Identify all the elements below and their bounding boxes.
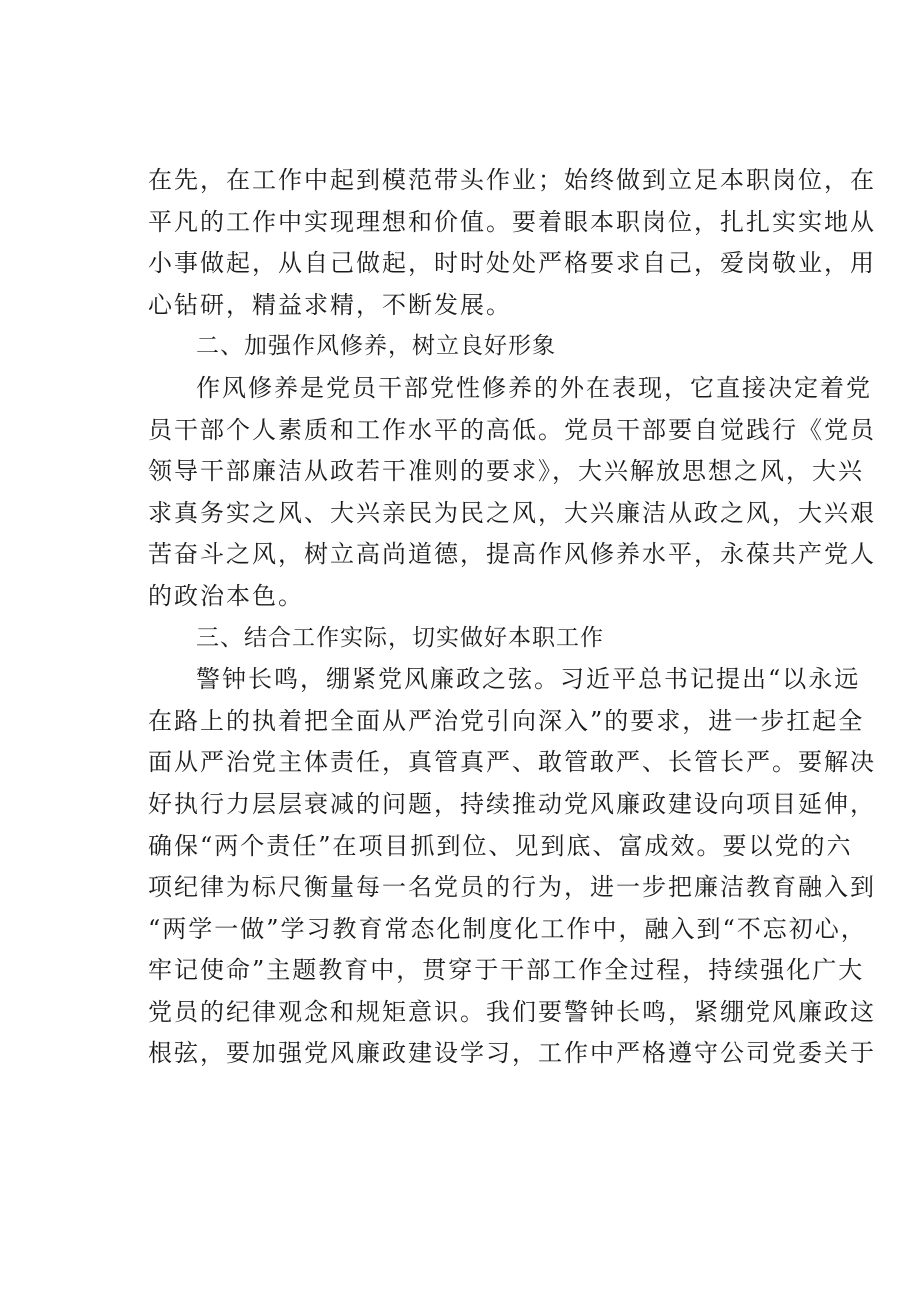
text-line: 苦奋斗之风，树立高尚道德，提高作风修养水平，永葆共产党人 xyxy=(148,540,876,569)
text-line: 领导干部廉洁从政若干准则的要求》，大兴解放思想之风，大兴 xyxy=(148,457,864,486)
text-line: 的政治本色。 xyxy=(148,581,304,610)
text-line: 心钻研，精益求精，不断发展。 xyxy=(148,290,512,319)
text-line: 求真务实之风、大兴亲民为民之风，大兴廉洁从政之风，大兴艰 xyxy=(148,498,876,527)
text-line: 根弦，要加强党风廉政建设学习，工作中严格遵守公司党委关于 xyxy=(148,1039,876,1068)
paragraph-section2 xyxy=(148,368,876,618)
text-line: 在路上的执着把全面从严治党引向深入”的要求，进一步扛起全 xyxy=(148,706,865,735)
text-line: 警钟长鸣，绷紧党风廉政之弦。习近平总书记提出“以永远 xyxy=(196,665,861,694)
text-line: 好执行力层层衰减的问题，持续推动党风廉政建设向项目延伸， xyxy=(148,789,876,818)
document-page xyxy=(148,160,876,1075)
text-line: 确保“两个责任”在项目抓到位、见到底、富成效。要以党的六 xyxy=(148,831,853,860)
text-line: 平凡的工作中实现理想和价值。要着眼本职岗位，扎扎实实地从 xyxy=(148,207,876,236)
text-line: 牢记使命”主题教育中，贯穿于干部工作全过程，持续强化广大 xyxy=(148,956,865,985)
paragraph-section3 xyxy=(148,659,876,1075)
section-heading-3: 三、结合工作实际，切实做好本职工作 xyxy=(196,624,604,651)
text-line: 作风修养是党员干部党性修养的外在表现，它直接决定着党 xyxy=(196,373,872,402)
text-line: “两学一做”学习教育常态化制度化工作中，融入到“不忘初心， xyxy=(148,914,867,943)
text-line: 项纪律为标尺衡量每一名党员的行为，进一步把廉洁教育融入到 xyxy=(148,873,876,902)
text-line: 在先，在工作中起到模范带头作业；始终做到立足本职岗位，在 xyxy=(148,166,876,194)
text-line: 员干部个人素质和工作水平的高低。党员干部要自觉践行《党员 xyxy=(148,415,876,444)
text-line: 党员的纪律观念和规矩意识。我们要警钟长鸣，紧绷党风廉政这 xyxy=(148,997,876,1026)
paragraph-section1-tail xyxy=(148,160,876,326)
text-line: 面从严治党主体责任，真管真严、敢管敢严、长管长严。要解决 xyxy=(148,748,876,777)
text-line: 小事做起，从自己做起，时时处处严格要求自己，爱岗敬业，用 xyxy=(148,249,876,278)
section-heading-2: 二、加强作风修养，树立良好形象 xyxy=(196,333,556,360)
